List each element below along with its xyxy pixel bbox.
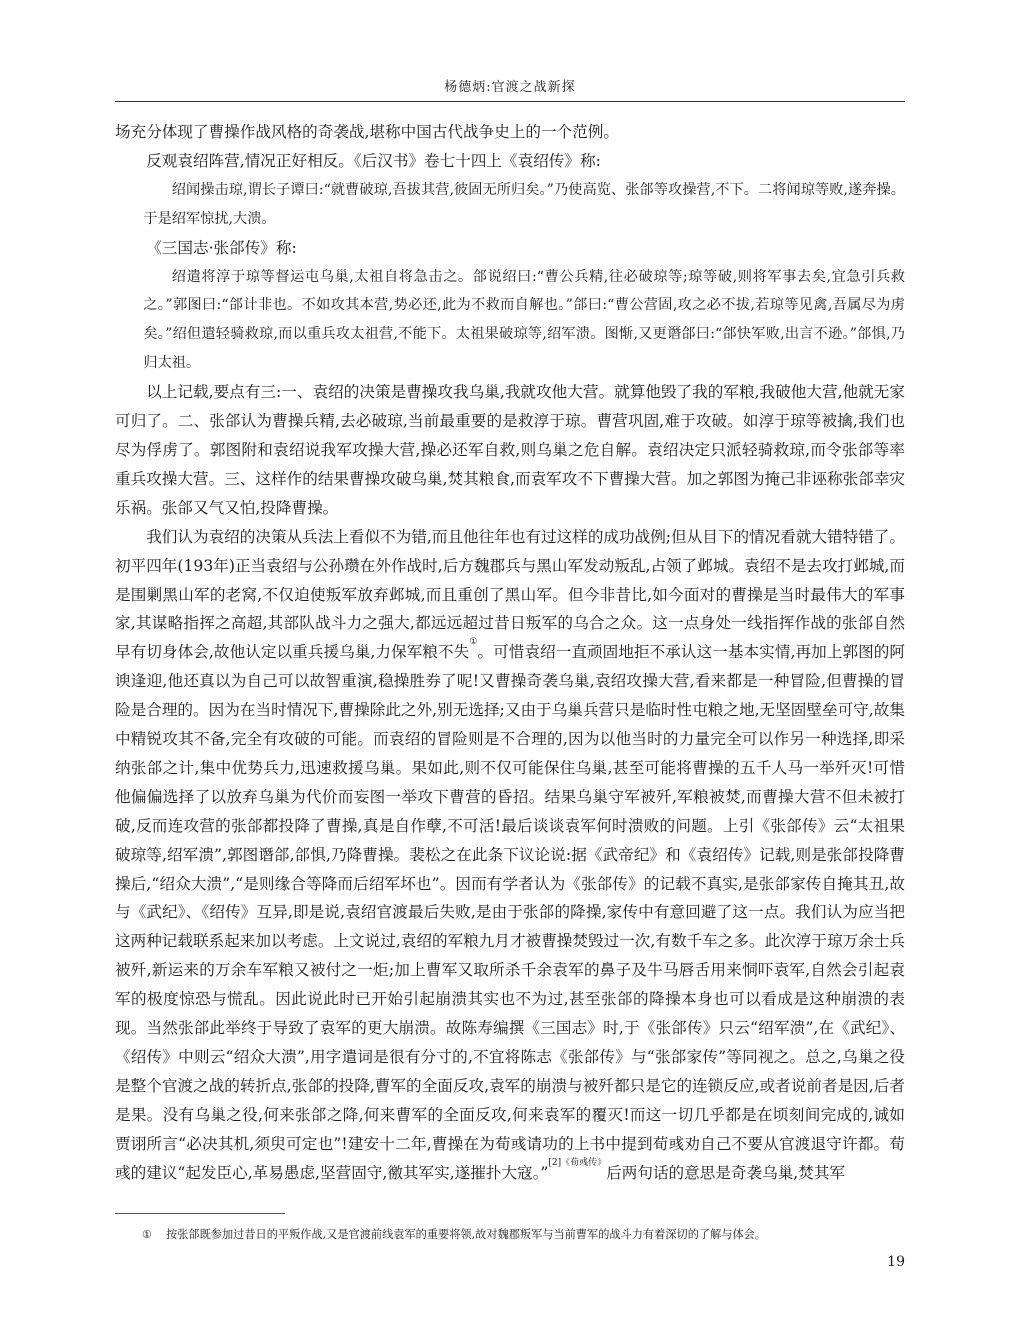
paragraph-analysis	[115, 523, 905, 1188]
quote-text: 绍闻操击琼,谓长子谭曰:“就曹破琼,吾拔其营,彼固无所归矣。”乃使高览、张郃等攻操营,不下。二将闻琼等败,遂奔操。于是绍军惊扰,大溃。	[143, 181, 905, 227]
footnote-divider	[115, 1213, 285, 1214]
paragraph-intro-houhanshu: 反观袁绍阵营,情况正好相反。《后汉书》卷七十四上《袁绍传》称:	[146, 151, 601, 170]
analysis-text-c: 后两句话的意思是奇袭乌巢,焚其军	[606, 1163, 846, 1182]
quote-text: 绍遣将淳于琼等督运屯乌巢,太祖自将急击之。郃说绍曰:“曹公兵精,往必破琼等;琼等破,则将军事去矣,宜急引兵救之。”郭图曰:“郃计非也。不如攻其本营,势必还,此为不救而自解也。”郃曰:“曹公营固,攻之必不拔,若琼等见禽,吾属尽为虏矣。”绍但遣轻骑救琼,而以重兵攻太祖营,不能下。太祖果破琼等,绍军溃。图惭,又更谮郃曰:“郃快军败,出言不逊。”郃惧,乃归太祖。	[143, 268, 905, 372]
analysis-text-a: 我们认为袁绍的决策从兵法上看似不为错,而且他往年也有过这样的成功战例;但从目下的情况看就大错特错了。初平四年(193年)正当袁绍与公孙瓒在外作战时,后方魏郡兵与黑山军发动叛乱,占领了邺城。袁绍不是去攻打邺城,而是围剿黑山军的老窝,不仅迫使叛军放弃邺城,而且重创了黑山军。但今非昔比,如今面对的曹操是当时最伟大的军事家,其谋略指挥之高超,其部队战斗力之强大,都远远超过昔日叛军的乌合之众。这一点身处一线指挥作战的张郃自然早有切身体会,故他认定以重兵援乌巢,力保军粮不失	[115, 527, 905, 662]
block-quote-zhanghe	[115, 263, 905, 379]
footnote-text: 按张郃既参加过昔日的平叛作战,又是官渡前线袁军的重要将领,故对魏郡叛军与当前曹军的战斗力有着深切的了解与体会。	[166, 1228, 767, 1241]
footnote-mark: ①	[142, 1228, 153, 1241]
running-header: 杨德炳:官渡之战新探	[444, 80, 576, 95]
page-number: 19	[887, 1254, 905, 1270]
header-divider	[115, 101, 905, 102]
paragraph-three-points: 以上记载,要点有三:一、袁绍的决策是曹操攻我乌巢,我就攻他大营。就算他毁了我的军粮,我破他大营,他就无家可归了。二、张郃认为曹操兵精,去必破琼,当前最重要的是救淳于琼。曹营巩固,难于攻破。如淳于琼等被擒,我们也尽为俘虏了。郭图附和袁绍说我军攻操大营,操必还军自救,则乌巢之危自解。袁绍决定只派轻骑救琼,而令张郃等率重兵攻操大营。三、这样作的结果曹操攻破乌巢,焚其粮食,而袁军攻不下曹操大营。加之郭图为掩己非诬称张郃幸灾乐祸。张郃又气又怕,投降曹操。	[115, 383, 905, 517]
citation-marker[interactable]: [2]《荀彧传》	[548, 1157, 607, 1168]
article-body	[115, 118, 905, 1188]
analysis-text-b: 。可惜袁绍一直顽固地拒不承认这一基本实情,再加上郭图的阿谀逢迎,他还真以为自己可以故智重演,稳操胜券了呢!又曹操奇袭乌巢,袁绍攻操大营,看来都是一种冒险,但曹操的冒险是合理的。因为在当时情况下,曹操除此之外,别无选择;又由于乌巢兵营只是临时性屯粮之地,无坚固壁垒可守,故集中精锐攻其不备,完全有攻破的可能。而袁绍的冒险则是不合理的,因为以他当时的力量完全可以作另一种选择,即采纳张郃之计,集中优势兵力,迅速救援乌巢。果如此,则不仅可能保住乌巢,甚至可能将曹操的五千人马一举歼灭!可惜他偏偏选择了以放弃乌巢为代价而妄图一举攻下曹营的昏招。结果乌巢守军被歼,军粮被焚,而曹操大营不但未被打破,反而连攻营的张郃都投降了曹操,真是自作孽,不可活!最后谈谈袁军何时溃败的问题。上引《张郃传》云“太祖果破琼等,绍军溃”,郭图谮郃,郃惧,乃降曹操。裴松之在此条下议论说:据《武帝纪》和《袁绍传》记载,则是张郃投降曹操后,“绍众大溃”,“是则缘合等降而后绍军坏也”。因而有学者认为《张郃传》的记载不真实,是张郃家传自掩其丑,故与《武纪》、《绍传》互异,即是说,袁绍官渡最后失败,是由于张郃的降操,家传中有意回避了这一点。我们认为应当把这两种记载联系起来加以考虑。上文说过,袁绍的军粮九月才被曹操焚毁过一次,有数千车之多。此次淳于琼万余士兵被歼,新运来的万余车军粮又被付之一炬;加上曹军又取所杀千余袁军的鼻子及牛马唇舌用来恫吓袁军,自然会引起袁军的极度惊恐与慌乱。因此说此时已开始引起崩溃其实也不为过,甚至张郃的降操本身也可以看成是这种崩溃的表现。当然张郃此举终于导致了袁军的更大崩溃。故陈寿编撰《三国志》时,于《张郃传》只云“绍军溃”,在《武纪》、《绍传》中则云“绍众大溃”,用字遣词是很有分寸的,不宜将陈志《张郃传》与“张郃家传”等同视之。总之,乌巢之役是整个官渡之战的转折点,张郃的投降,曹军的全面反攻,袁军的崩溃与被歼都只是它的连锁反应,或者说前者是因,后者是果。没有乌巢之役,何来张郃之降,何来曹军的全面反攻,何来袁军的覆灭!而这一切几乎都是在顷刻间完成的,诚如贾诩所言“必决其机,须臾可定也”!建安十二年,曹操在为荀彧请功的上书中提到荀彧劝自己不要从官渡退守许都。荀彧的建议“起发臣心,革易愚虑,坚营固守,徼其军实,遂摧扑大寇。”	[115, 643, 905, 1182]
paragraph-intro-sanguozhi: 《三国志·张郃传》称:	[146, 238, 297, 257]
paragraph-continuation: 场充分体现了曹操作战风格的奇袭战,堪称中国古代战争史上的一个范例。	[115, 123, 619, 141]
block-quote-yuanshao	[115, 176, 905, 234]
footnote	[142, 1227, 902, 1243]
footnote-reference[interactable]: ①	[469, 637, 478, 648]
